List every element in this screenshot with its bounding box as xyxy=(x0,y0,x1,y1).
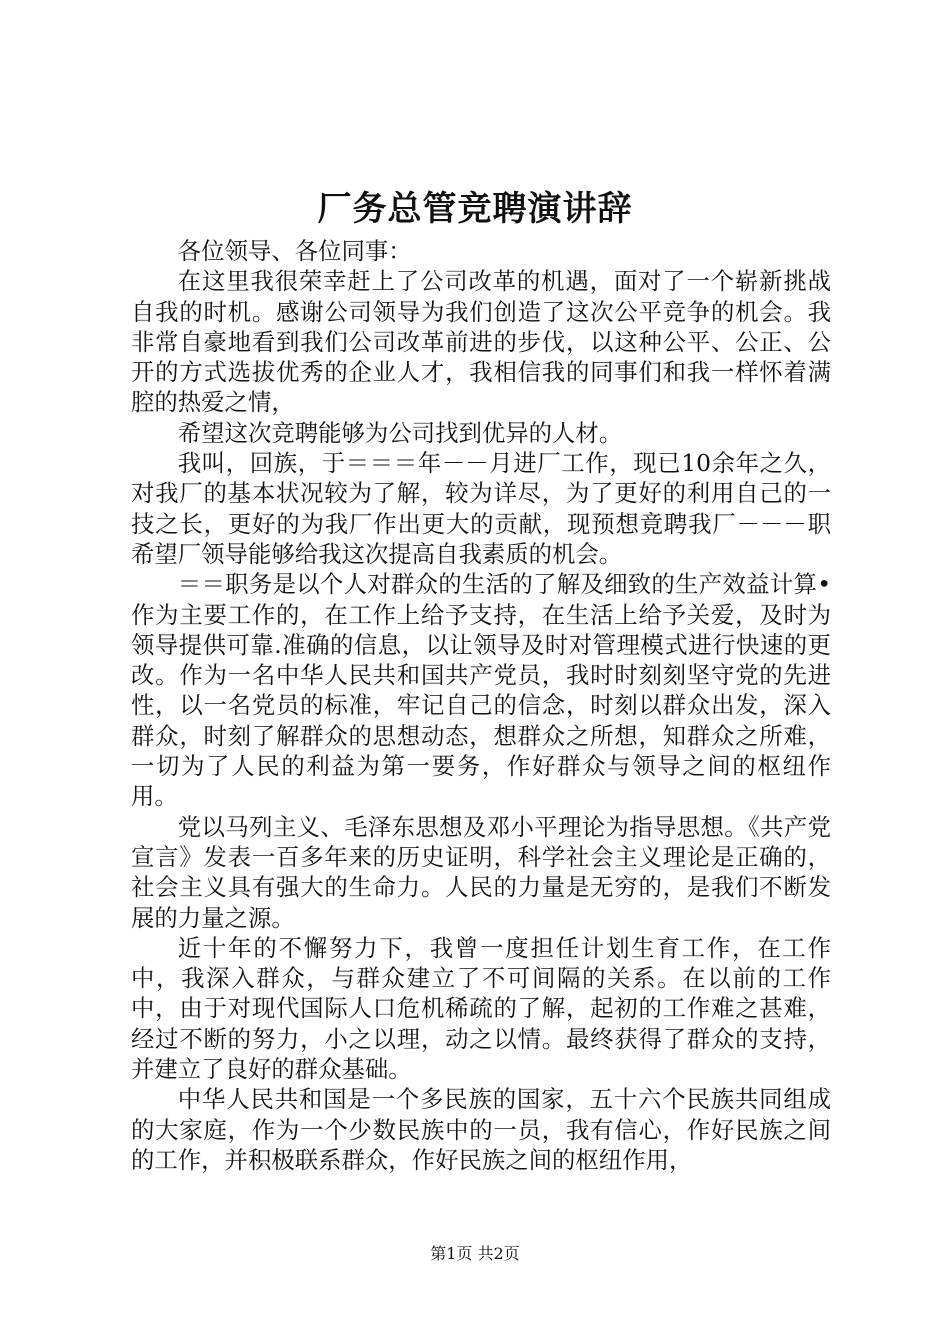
paragraph: 近十年的不懈努力下，我曾一度担任计划生育工作，在工作中，我深入群众，与群众建立了不可间隔的关系。在以前的工作中，由于对现代国际人口危机稀疏的了解，起初的工作难之甚难，经过不断的努力，小之以理，动之以情。最终获得了群众的支持，并建立了良好的群众基础。 xyxy=(131,933,831,1084)
paragraph: 我叫，回族，于＝＝＝年－－月进厂工作，现已10余年之久，对我厂的基本状况较为了解，较为详尽，为了更好的利用自己的一技之长，更好的为我厂作出更大的贡献，现预想竟聘我厂－－－职希望厂领导能够给我这次提高自我素质的机会。 xyxy=(131,449,831,568)
page-number-footer: 第1页 共2页 xyxy=(430,1244,520,1263)
paragraph: 希望这次竞聘能够为公司找到优异的人材。 xyxy=(177,418,623,447)
salutation: 各位领导、各位同事： xyxy=(177,237,412,265)
document-title: 厂务总管竞聘演讲辞 xyxy=(317,189,633,229)
document-body xyxy=(131,236,831,1175)
paragraph: 党以马列主义、毛泽东思想及邓小平理论为指导思想。《共产党宣言》发表一百多年来的历史证明，科学社会主义理论是正确的，社会主义具有强大的生命力。人民的力量是无穷的，是我们不断发展的力量之源。 xyxy=(131,812,831,932)
paragraph: 中华人民共和国是一个多民族的国家，五十六个民族共同组成的大家庭，作为一个少数民族中的一员，我有信心，作好民族之间的工作，并积极联系群众，作好民族之间的枢纽作用， xyxy=(131,1085,831,1174)
paragraph: ＝＝职务是以个人对群众的生活的了解及细致的生产效益计算•作为主要工作的，在工作上给予支持，在生活上给予关爱，及时为领导提供可靠.准确的信息，以让领导及时对管理模式进行快速的更改。作为一名中华人民共和国共产党员，我时时刻刻坚守党的先进性，以一名党员的标准，牢记自己的信念，时刻以群众出发，深入群众，时刻了解群众的思想动态，想群众之所想，知群众之所难，一切为了人民的利益为第一要务，作好群众与领导之间的枢纽作用。 xyxy=(131,570,831,811)
paragraph: 在这里我很荣幸赶上了公司改革的机遇，面对了一个崭新挑战自我的时机。感谢公司领导为我们创造了这次公平竞争的机会。我非常自豪地看到我们公司改革前进的步伐，以这种公平、公正、公开的方式选拔优秀的企业人才，我相信我的同事们和我一样怀着满腔的热爱之情， xyxy=(131,267,831,417)
